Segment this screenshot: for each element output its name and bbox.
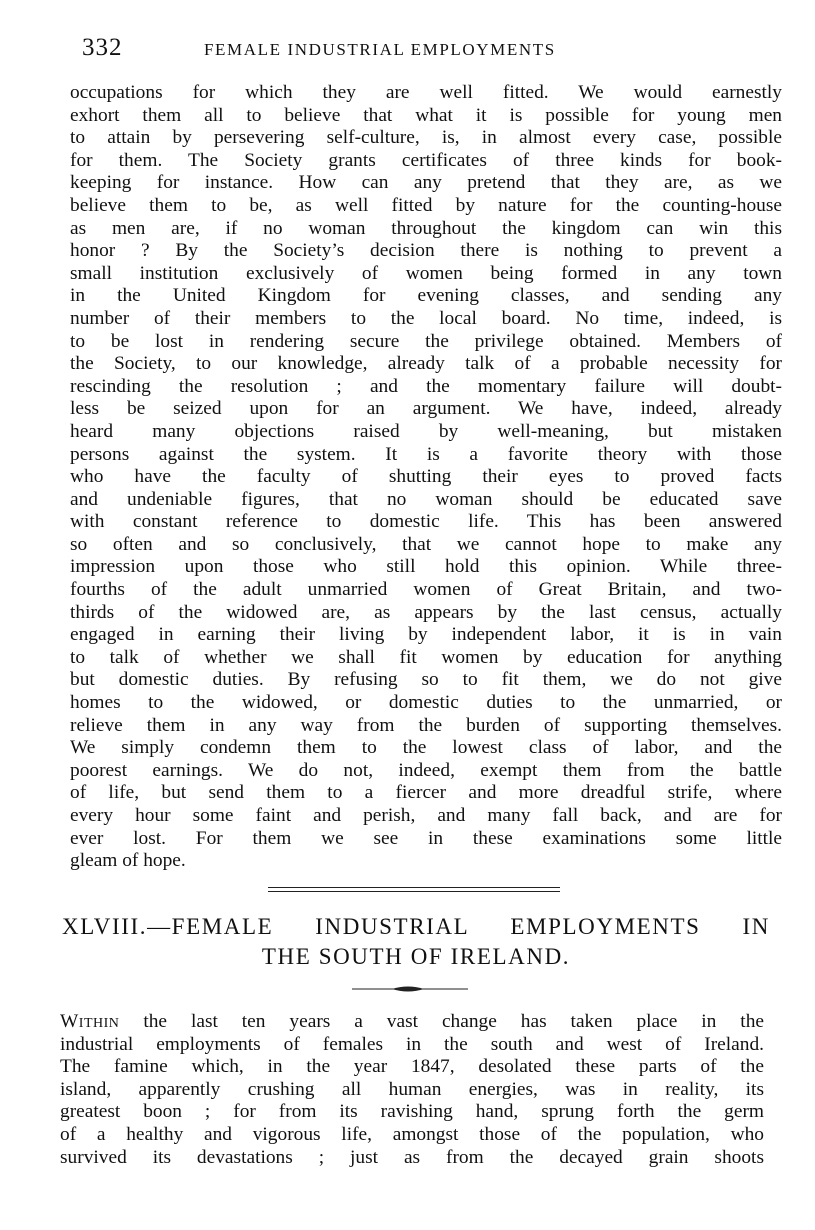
paragraph-line: so often and so conclusively, that we cannot hope to make any [70,533,782,555]
section-divider [268,887,560,895]
paragraph-line: who have the faculty of shutting their eyes to proved facts [70,466,782,488]
paragraph-line: and undeniable figures, that no woman should be educated save [70,488,782,510]
paragraph-line: for them. The Society grants certificates of three kinds for book- [70,149,782,171]
paragraph-line: impression upon those who still hold this opinion. While three- [70,556,782,578]
paragraph-line [60,1011,764,1034]
first-line-rest: the last ten years a vast change has taken place in the [119,1011,764,1032]
paragraph-line: rescinding the resolution ; and the momentary failure will doubt- [70,375,782,397]
paragraph-line: engaged in earning their living by independent labor, it is in vain [70,624,782,646]
paragraph-line: every hour some faint and perish, and many fall back, and are for [70,805,782,826]
paragraph-line: number of their members to the local board. No time, indeed, is [70,307,782,329]
paragraph-line: honor ? By the Society’s decision there is nothing to prevent a [70,240,782,262]
drop-word: Within [60,1011,120,1032]
paragraph-line: exhort them all to believe that what it is possible for young men [70,104,782,126]
section-heading-line-1: XLVIII.—FEMALE INDUSTRIAL EMPLOYMENTS IN [62,914,770,939]
section-heading-line-2: THE SOUTH OF IRELAND. [261,944,571,969]
paragraph-line: in the United Kingdom for evening classes, and sending any [70,285,782,307]
paragraph-line: The famine which, in the year 1847, desolated these parts of the [60,1056,764,1078]
paragraph-line: island, apparently crushing all human energies, was in reality, its [60,1078,764,1100]
paragraph-line: of a healthy and vigorous life, amongst those of the population, who [60,1123,764,1145]
page-header [82,34,782,64]
page-number: 332 [82,34,123,61]
new-article-text [60,1011,764,1169]
ornament-dash-icon [350,983,470,995]
paragraph-line: to attain by persevering self-culture, is, in almost every case, possible [70,127,782,149]
paragraph-line: poorest earnings. We do not, indeed, exempt them from the battle [70,759,782,781]
paragraph-line: relieve them in any way from the burden of supporting themselves. [70,714,782,736]
paragraph-line: of life, but send them to a fiercer and more dreadful strife, where [70,782,782,804]
paragraph-line: persons against the system. It is a favorite theory with those [70,443,782,465]
paragraph-line: industrial employments of females in the south and west of Ireland. [60,1033,764,1055]
paragraph-line: fourths of the adult unmarried women of Great Britain, and two- [70,579,782,601]
paragraph-line: believe them to be, as well fitted by nature for the counting-house [70,194,782,216]
paragraph-line: greatest boon ; for from its ravishing hand, sprung forth the germ [60,1101,764,1123]
paragraph-line: heard many objections raised by well-meaning, but mistaken [70,420,782,442]
paragraph-line: keeping for instance. How can any pretend that they are, as we [70,172,782,194]
paragraph-line: but domestic duties. By refusing so to fit them, we do not give [70,669,782,691]
paragraph-line: homes to the widowed, or domestic duties to the unmarried, or [70,692,782,714]
paragraph-line: the Society, to our knowledge, already talk of a probable necessity for [70,353,782,375]
paragraph-line: ever lost. For them we see in these examinations some little [70,827,782,849]
running-title: FEMALE INDUSTRIAL EMPLOYMENTS [204,40,556,59]
paragraph-line: thirds of the widowed are, as appears by the last census, actually [70,601,782,623]
article-continuation-text [70,82,782,873]
paragraph-line: survived its devastations ; just as from the decayed grain shoots [60,1146,764,1168]
section-heading [62,912,770,972]
paragraph-line: with constant reference to domestic life. This has been answered [70,511,782,533]
paragraph-line: occupations for which they are well fitted. We would earnestly [70,82,782,103]
paragraph-line: We simply condemn them to the lowest class of labor, and the [70,737,782,759]
paragraph-line: to be lost in rendering secure the privilege obtained. Members of [70,330,782,352]
paragraph-line: gleam of hope. [70,850,186,872]
paragraph-line: as men are, if no woman throughout the kingdom can win this [70,217,782,239]
paragraph-line: to talk of whether we shall fit women by education for anything [70,646,782,668]
paragraph-line: less be seized upon for an argument. We have, indeed, already [70,398,782,420]
paragraph-line: small institution exclusively of women being formed in any town [70,262,782,284]
